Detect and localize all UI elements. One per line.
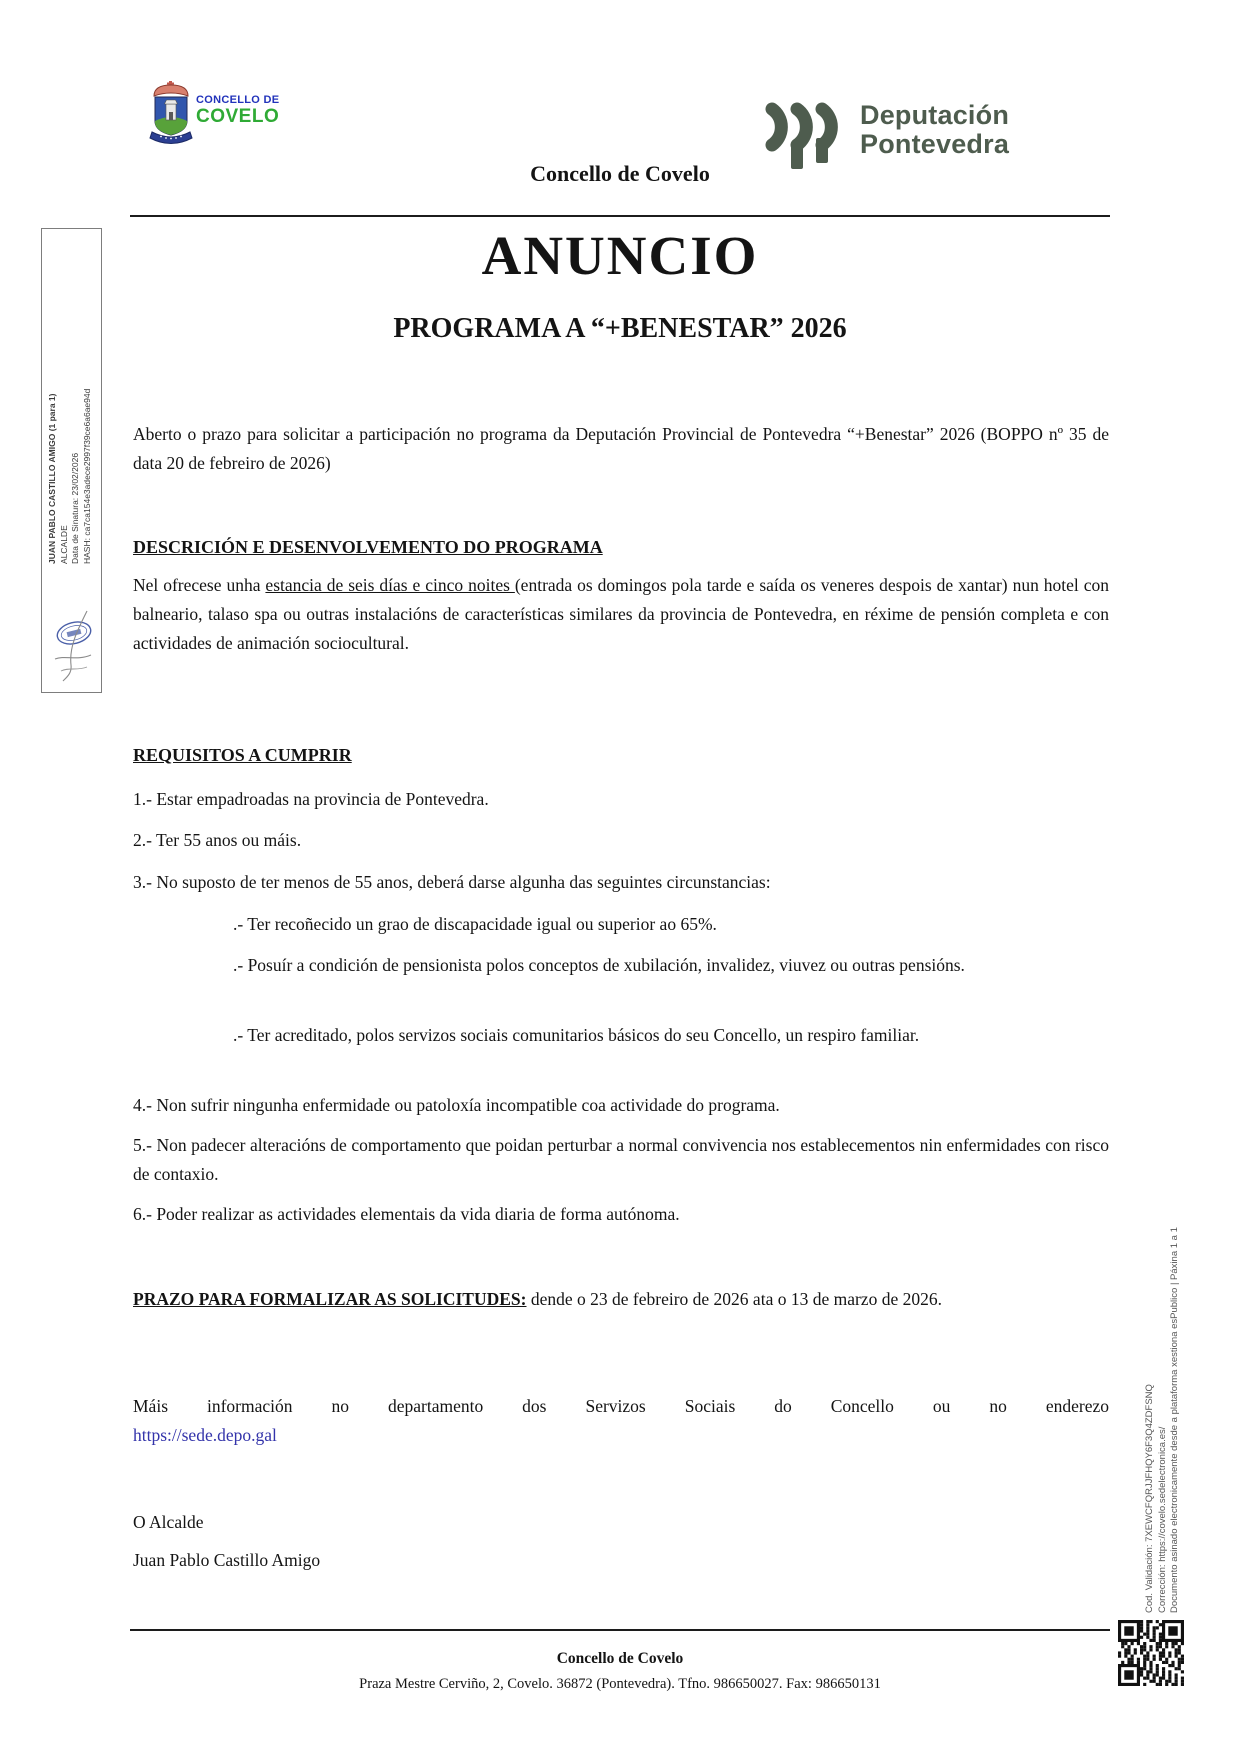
requirement-item-4: 4.- Non sufrir ningunha enfermidade ou patoloxía incompatible coa actividade do programa. [133, 1095, 780, 1115]
qr-code-icon [1118, 1620, 1184, 1686]
requirement-item-3: 3.- No suposto de ter menos de 55 anos, deberá darse algunha das seguintes circunstancias: [133, 872, 771, 892]
description-pre: Nel ofrecese unha [133, 575, 266, 595]
requirement-subitem-3a: .- Ter recoñecido un grao de discapacidade igual ou superior ao 65%. [233, 914, 717, 934]
header-divider [130, 215, 1110, 217]
signature-date: Data de Sinatura: 23/02/2026 [70, 452, 80, 564]
deputacion-wordmark-line1: Deputación [860, 100, 1010, 130]
covelo-badge-name-label: COVELO [196, 105, 280, 127]
deadline-paragraph [133, 1285, 1109, 1314]
validation-platform: Documento asinado electronicamente desde a plataforma xestiona esPublico | Páxina 1 a 1 [1169, 1227, 1180, 1613]
deputacion-wordmark-line2: Pontevedra [860, 129, 1010, 159]
validation-code: Cod. Validación: 7XEWCFQRJJFHQY6F3Q4ZDFSNQ [1144, 1384, 1155, 1613]
footer-divider [130, 1629, 1110, 1631]
requirement-item-5: 5.- Non padecer alteracións de comportamento que poidan perturbar a normal convivencia nos establecementos nin enfermidades con risco de contaxio. [133, 1135, 1109, 1184]
description-heading: DESCRICIÓN E DESENVOLVEMENTO DO PROGRAMA [133, 537, 603, 557]
stamp-seal-icon [47, 597, 99, 689]
more-info-paragraph: Máis información no departamento dos Servizos Sociais do Concello ou no enderezo [133, 1396, 1109, 1416]
org-title: Concello de Covelo [530, 161, 710, 186]
validation-url: Corrección: https://covelo.sedelectronica.es/ [1156, 1426, 1168, 1613]
requirement-subitem-3b: .- Posuír a condición de pensionista polos conceptos de xubilación, invalidez, viuvez ou outras pensións. [233, 955, 965, 975]
signature-panel [41, 228, 102, 693]
covelo-crest-icon [148, 80, 194, 146]
covelo-badge-top-label: CONCELLO DE [196, 94, 280, 106]
signer-name: JUAN PABLO CASTILLO AMIGO (1 para 1) [47, 393, 57, 564]
closing-name: Juan Pablo Castillo Amigo [133, 1550, 321, 1570]
validation-panel [1140, 1080, 1188, 1613]
covelo-badge [196, 95, 279, 126]
signature-hash: HASH: ca7ca154e3adece2997f39ce6a6ae94d [81, 388, 92, 564]
requirement-subitem-3c: .- Ter acreditado, polos servizos sociais comunitarios básicos do seu Concello, un respiro familiar. [233, 1025, 920, 1045]
description-paragraph [133, 571, 1109, 658]
description-post: (entrada os domingos pola tarde e saída os veneres despois de xantar) nun hotel con balneario, talaso spa ou outras instalacións de características similares da provincia de Pontevedra, en réxime de pensión completa e con actividades de animación sociocultural. [133, 575, 1109, 653]
footer-address: Praza Mestre Cerviño, 2, Covelo. 36872 (Pontevedra). Tfno. 986650027. Fax: 986650131 [359, 1676, 881, 1692]
sede-depo-link[interactable]: https://sede.depo.gal [133, 1425, 277, 1445]
deputacion-wordmark [860, 101, 1009, 159]
requirement-item-1: 1.- Estar empadroadas na provincia de Pontevedra. [133, 789, 489, 809]
more-info-link-line [133, 1421, 1109, 1450]
description-underlined: estancia de seis días e cinco noites [265, 575, 515, 595]
document-title: ANUNCIO [481, 225, 759, 286]
footer-org: Concello de Covelo [556, 1650, 684, 1667]
document-subtitle: PROGRAMA A “+BENESTAR” 2026 [393, 313, 847, 344]
deadline-heading: PRAZO PARA FORMALIZAR AS SOLICITUDES: [133, 1289, 527, 1309]
deadline-text: dende o 23 de febreiro de 2026 ata o 13 de marzo de 2026. [526, 1289, 942, 1309]
requirement-item-6: 6.- Poder realizar as actividades elementais da vida diaria de forma autónoma. [133, 1204, 680, 1224]
signer-role: ALCALDE [58, 525, 69, 564]
requirements-heading: REQUISITOS A CUMPRIR [133, 745, 352, 765]
requirement-item-2: 2.- Ter 55 anos ou máis. [133, 830, 302, 850]
intro-paragraph: Aberto o prazo para solicitar a participación no programa da Deputación Provincial de Pontevedra “+Benestar” 2026 (BOPPO nº 35 de data 20 de febreiro de 2026) [133, 424, 1109, 473]
closing-role: O Alcalde [133, 1512, 204, 1532]
